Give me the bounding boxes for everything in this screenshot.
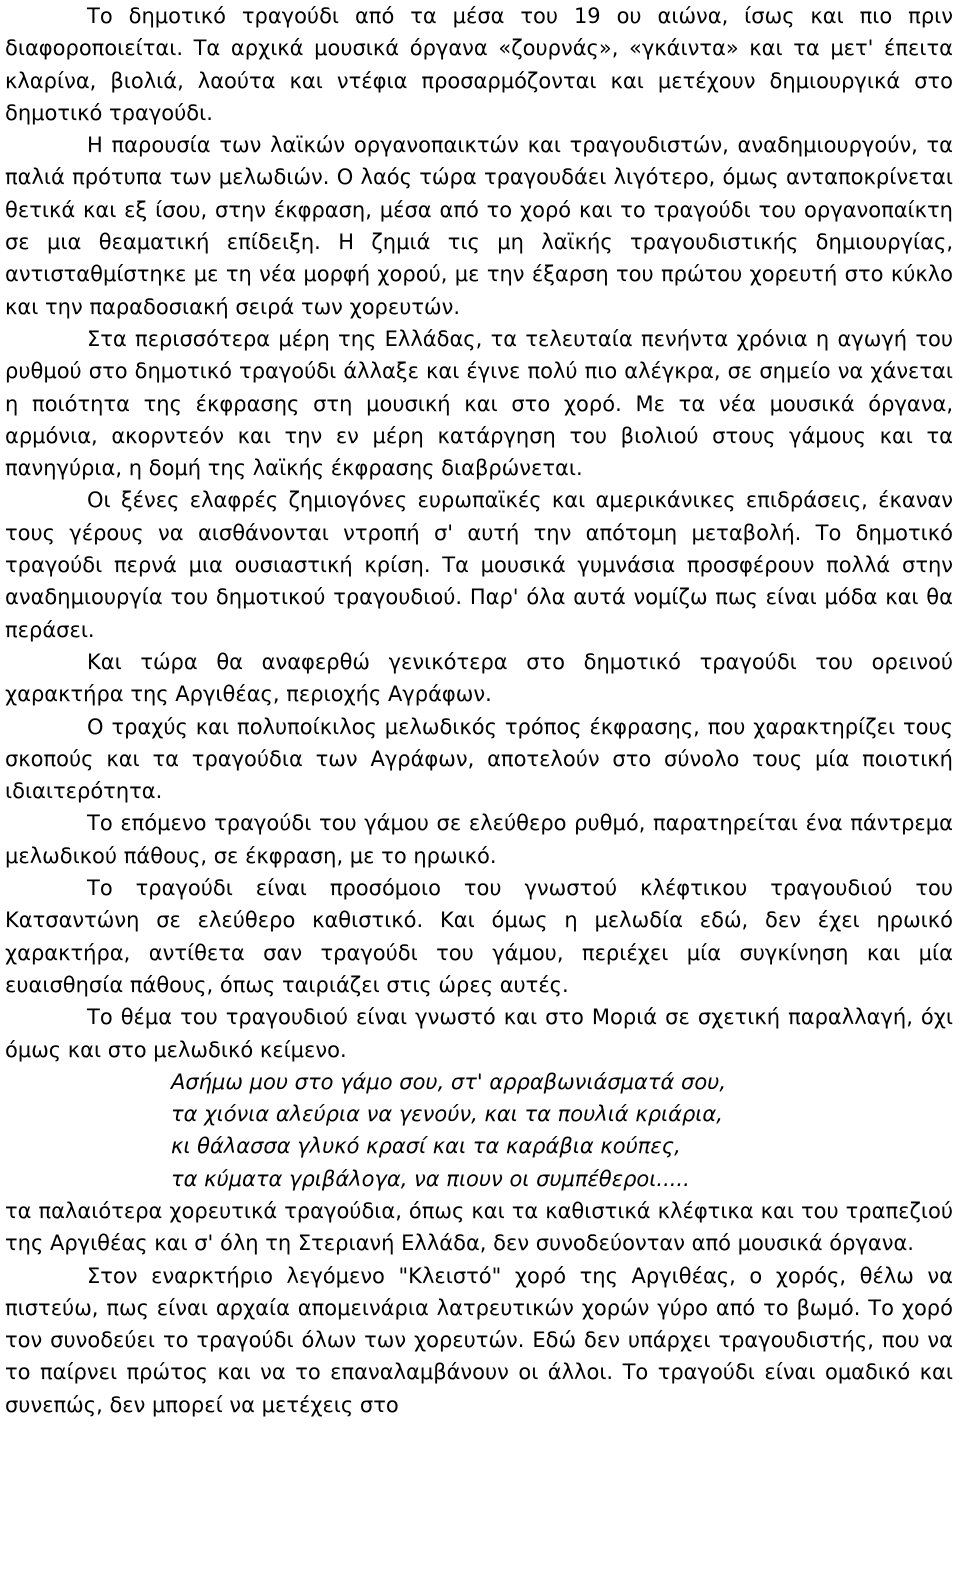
paragraph-6: Ο τραχύς και πολυποίκιλος μελωδικός τρόπος έκφρασης, που χαρακτηρίζει τους σκοπούς και τα τραγούδια των Αγράφων, αποτελούν στο σύνολο τους μία ποιοτική ιδιαιτερότητα. xyxy=(5,714,953,804)
paragraph-7: Το επόμενο τραγούδι του γάμου σε ελεύθερο ρυθμό, παρατηρείται ένα πάντρεμα μελωδικού πάθους, σε έκφραση, με το ηρωικό. xyxy=(5,811,953,868)
verse-line-1: Ασήμω μου στο γάμο σου, στ' αρραβωνιάσματά σου, xyxy=(171,1069,727,1094)
verse-line-4: τα κύματα γριβάλογα, να πιουν οι συμπέθεροι..... xyxy=(171,1166,690,1191)
paragraph-4: Οι ξένες ελαφρές ζημιογόνες ευρωπαϊκές και αμερικάνικες επιδράσεις, έκαναν τους γέρους να αισθάνονται ντροπή σ' αυτή την απότομη μεταβολή. Το δημοτικό τραγούδι περνά μια ουσιαστική κρίση. Τα μουσικά γυμνάσια προσφέρουν πολλά στην αναδημιουργία του δημοτικού τραγουδιού. Παρ' όλα αυτά νομίζω πως είναι μόδα και θα περάσει. xyxy=(5,488,953,642)
verse-line-2: τα χιόνια αλεύρια να γενούν, και τα πουλιά κριάρια, xyxy=(171,1102,723,1127)
paragraph-10: τα παλαιότερα χορευτικά τραγούδια, όπως και τα καθιστικά κλέφτικα και του τραπεζιού της Αργιθέας και σ' όλη τη Στεριανή Ελλάδα, δεν συνοδεύονταν από μουσικά όργανα. xyxy=(5,1198,953,1256)
paragraph-3: Στα περισσότερα μέρη της Ελλάδας, τα τελευταία πενήντα χρόνια η αγωγή του ρυθμού στο δημοτικό τραγούδι άλλαξε και έγινε πολύ πιο αλέγκρα, σε σημείο να χάνεται η ποιότητα της έκφρασης στη μουσική και στο χορό. Με τα νέα μουσικά όργανα, αρμόνια, ακορντεόν και την εν μέρη κατάργηση του βιολιού στους γάμους και τα πανηγύρια, η δομή της λαϊκής έκφρασης διαβρώνεται. xyxy=(5,326,953,481)
paragraph-9: Το θέμα του τραγουδιού είναι γνωστό και στο Μοριά σε σχετική παραλλαγή, όχι όμως και στο μελωδικό κείμενο. xyxy=(5,1005,953,1062)
paragraph-11: Στον εναρκτήριο λεγόμενο "Κλειστό" χορό της Αργιθέας, ο χορός, θέλω να πιστεύω, πως είναι αρχαία απομεινάρια λατρευτικών χορών γύρο από το βωμό. Το χορό τον συνοδεύει το τραγούδι όλων των χορευτών. Εδώ δεν υπάρχει τραγουδιστής, που να το παίρνει πρώτος και να το επαναλαμβάνουν οι άλλοι. Το τραγούδι είναι ομαδικό και συνεπώς, δεν μπορεί να μετέχεις στο xyxy=(5,1263,953,1417)
verse-line-3: κι θάλασσα γλυκό κρασί και τα καράβια κούπες, xyxy=(171,1134,681,1159)
paragraph-2: Η παρουσία των λαϊκών οργανοπαικτών και τραγουδιστών, αναδημιουργούν, τα παλιά πρότυπα των μελωδιών. Ο λαός τώρα τραγουδάει λιγότερο, όμως ανταποκρίνεται θετικά και εξ ίσου, στην έκφραση, μέσα από το χορό και το τραγούδι του οργανοπαίκτη σε μια θεαματική επίδειξη. Η ζημιά τις μη λαϊκής τραγουδιστικής δημιουργίας, αντισταθμίστηκε με τη νέα μορφή χορού, με την έξαρση του πρώτου χορευτή στο κύκλο και την παραδοσιακή σειρά των χορευτών. xyxy=(5,133,953,319)
paragraph-1: Το δημοτικό τραγούδι από τα μέσα του 19 ου αιώνα, ίσως και πιο πριν διαφοροποιείται. Τα αρχικά μουσικά όργανα «ζουρνάς», «γκάιντα» και τα μετ' έπειτα κλαρίνα, βιολιά, λαούτα και ντέφια προσαρμόζονται και μετέχουν δημιουργικά στο δημοτικό τραγούδι. xyxy=(5,4,953,125)
document-page xyxy=(5,0,953,1421)
song-verse xyxy=(5,1066,953,1195)
paragraph-8: Το τραγούδι είναι προσόμοιο του γνωστού κλέφτικου τραγουδιού του Κατσαντώνη σε ελεύθερο καθιστικό. Και όμως η μελωδία εδώ, δεν έχει ηρωικό χαρακτήρα, αντίθετα σαν τραγούδι του γάμου, περιέχει μία συγκίνηση και μία ευαισθησία πάθους, όπως ταιριάζει στις ώρες αυτές. xyxy=(5,876,953,997)
paragraph-5: Και τώρα θα αναφερθώ γενικότερα στο δημοτικό τραγούδι του ορεινού χαρακτήρα της Αργιθέας, περιοχής Αγράφων. xyxy=(5,649,953,707)
